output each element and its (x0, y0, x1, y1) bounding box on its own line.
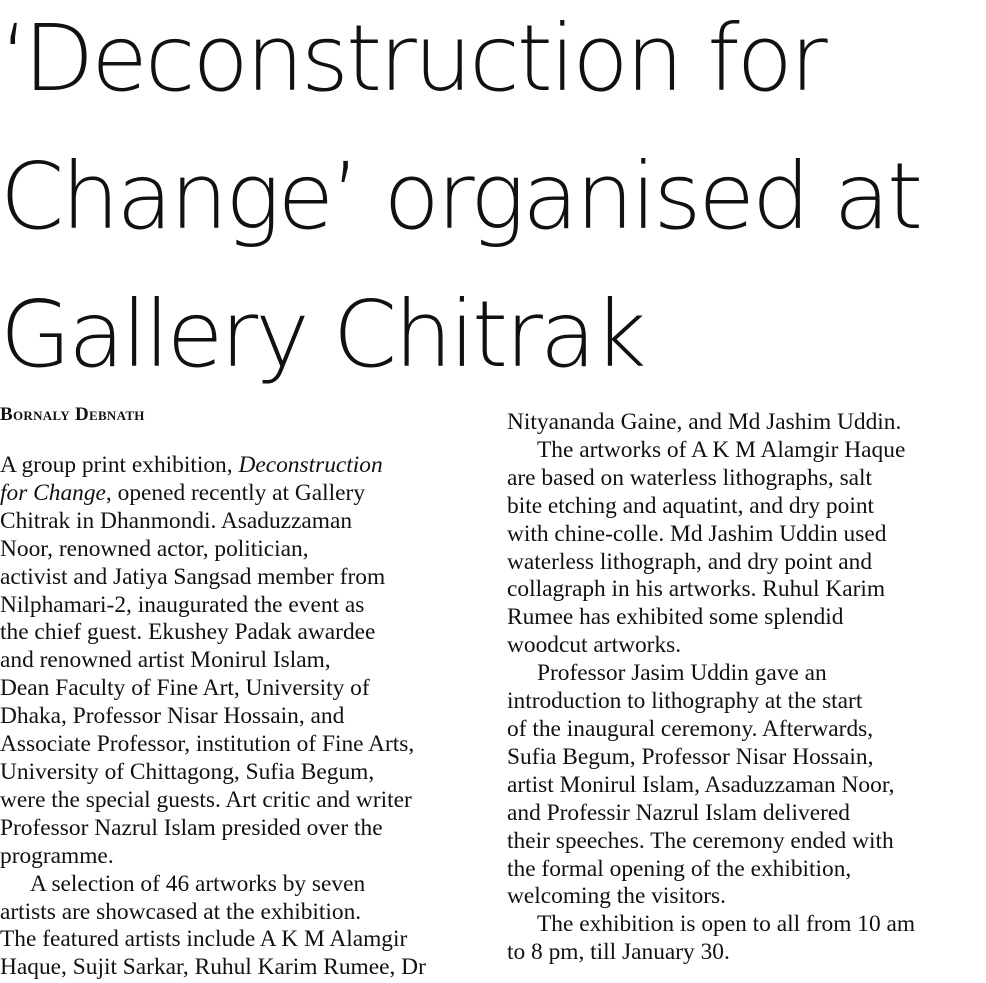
body-line: their speeches. The ceremony ended with (507, 827, 894, 854)
body-line: Professor Jasim Uddin gave an (537, 660, 827, 687)
body-line (0, 480, 480, 508)
body-text: , opened recently at Gallery (105, 479, 366, 506)
exhibition-title: for Change (0, 479, 106, 506)
body-line: Haque, Sujit Sarkar, Ruhul Karim Rumee, Dr (0, 954, 426, 981)
body-line: Chitrak in Dhanmondi. Asaduzzaman (0, 507, 353, 534)
headline-line: ‘Deconstruction for (0, 5, 825, 112)
body-line: welcoming the visitors. (507, 883, 726, 910)
body-line: with chine-colle. Md Jashim Uddin used (507, 520, 887, 547)
body-line: Noor, renowned actor, politician, (0, 535, 309, 562)
byline: Bornaly Debnath (0, 404, 145, 425)
body-line: Dean Faculty of Fine Art, University of (0, 675, 370, 702)
body-line: and Professir Nazrul Islam delivered (507, 799, 850, 826)
body-line: Sufia Begum, Professor Nisar Hossain, (507, 743, 874, 770)
body-line: introduction to lithography at the start (507, 688, 863, 715)
body-line: Nityananda Gaine, and Md Jashim Uddin. (507, 409, 902, 435)
body-line: The artworks of A K M Alamgir Haque (537, 436, 906, 463)
body-line: artist Monirul Islam, Asaduzzaman Noor, (507, 771, 895, 798)
body-line: woodcut artworks. (507, 632, 682, 659)
article-column-2 (507, 409, 986, 967)
body-line: University of Chittagong, Sufia Begum, (0, 758, 375, 785)
body-line: of the inaugural ceremony. Afterwards, (507, 715, 874, 742)
article-column-1 (0, 452, 480, 982)
body-line: The featured artists include A K M Alamgir (0, 926, 408, 953)
body-line: Rumee has exhibited some splendid (507, 604, 844, 631)
headline-line: Gallery Chitrak (0, 281, 644, 388)
body-line: Nilphamari-2, inaugurated the event as (0, 591, 365, 618)
body-line: activist and Jatiya Sangsad member from (0, 563, 386, 590)
body-text: A group print exhibition, (0, 452, 239, 478)
body-line: Professor Nazrul Islam presided over the (0, 814, 383, 841)
body-line: The exhibition is open to all from 10 am (537, 911, 916, 938)
body-line: Dhaka, Professor Nisar Hossain, and (0, 703, 345, 730)
headline (0, 0, 986, 404)
body-line: A selection of 46 artworks by seven (30, 870, 366, 897)
body-line: the chief guest. Ekushey Padak awardee (0, 619, 376, 646)
body-line: programme. (0, 842, 114, 869)
headline-line: Change’ organised at (0, 143, 921, 250)
body-line: waterless lithograph, and dry point and (507, 548, 873, 575)
exhibition-title: Deconstruction (238, 452, 383, 478)
body-line (0, 452, 480, 480)
body-line: artists are showcased at the exhibition. (0, 898, 362, 925)
body-line: Associate Professor, institution of Fine Arts, (0, 731, 415, 758)
body-line: and renowned artist Monirul Islam, (0, 647, 331, 674)
body-line: collagraph in his artworks. Ruhul Karim (507, 576, 886, 603)
body-line: are based on waterless lithographs, salt (507, 464, 873, 491)
body-line: to 8 pm, till January 30. (507, 939, 730, 966)
body-line: bite etching and aquatint, and dry point (507, 492, 875, 519)
body-line: were the special guests. Art critic and writer (0, 786, 412, 813)
body-line: the formal opening of the exhibition, (507, 855, 852, 882)
